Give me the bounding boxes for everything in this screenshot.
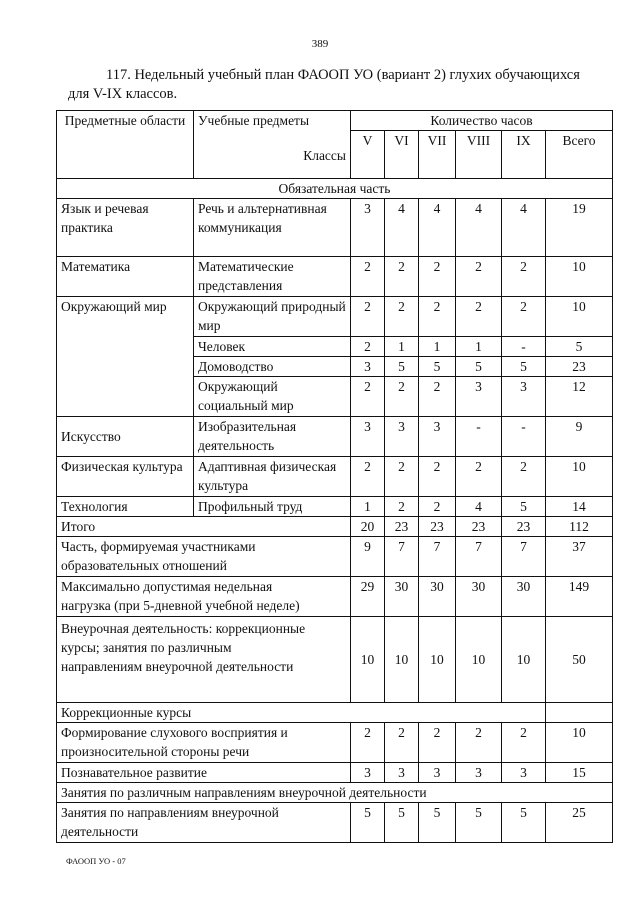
hours-cell: 5 [419,357,456,377]
total-cell: 10 [546,723,613,763]
header-hours: Количество часов [351,111,613,131]
hours-cell: 2 [385,257,419,297]
hours-cell: 2 [502,257,546,297]
total-cell: 37 [546,537,613,577]
subject-cell: Человек [194,337,351,357]
hours-cell: 23 [502,517,546,537]
hours-cell: 9 [351,537,385,577]
hours-cell: 3 [385,763,419,783]
hours-cell: 29 [351,577,385,617]
total-cell: 10 [546,457,613,497]
section-row [57,179,613,199]
row-label: Максимально допустимая недельная нагрузка (при 5-дневной учебной неделе) [57,577,351,617]
hours-cell: 2 [502,297,546,337]
title-line-2: для V-IX классов. [68,86,178,102]
hours-cell: 10 [351,617,385,703]
hours-cell: 4 [502,199,546,257]
header-subjects-label: Учебные предметы [198,113,310,128]
hours-cell: 2 [419,297,456,337]
hours-cell: 5 [351,803,385,843]
hours-cell: 2 [351,337,385,357]
section-mandatory: Обязательная часть [57,179,613,199]
document-title [68,66,608,104]
table-row [57,517,613,537]
subject-cell: Домоводство [194,357,351,377]
total-cell: 12 [546,377,613,417]
row-label: Познавательное развитие [57,763,351,783]
hours-cell: 5 [419,803,456,843]
grade-header: VI [385,131,419,179]
hours-cell: 3 [502,377,546,417]
hours-cell: 23 [419,517,456,537]
hours-cell: 7 [385,537,419,577]
subject-cell: Речь и альтернативная коммуникация [194,199,351,257]
hours-cell: 3 [502,763,546,783]
hours-cell: 2 [385,377,419,417]
hours-cell: 5 [502,357,546,377]
table-row [57,803,613,843]
hours-cell: - [502,417,546,457]
row-label: Формирование слухового восприятия и произносительной стороны речи [57,723,351,763]
hours-cell: 3 [419,763,456,783]
area-cell: Математика [57,257,194,297]
hours-cell: 2 [385,497,419,517]
table-row [57,763,613,783]
total-cell: 112 [546,517,613,537]
hours-cell: 4 [456,497,502,517]
header-areas: Предметные области [57,111,194,179]
hours-cell: 1 [385,337,419,357]
table-row [57,617,613,703]
hours-cell: 3 [351,417,385,457]
hours-cell: 30 [385,577,419,617]
hours-cell: 2 [419,457,456,497]
hours-cell: 10 [419,617,456,703]
hours-cell: - [456,417,502,457]
hours-cell: 4 [456,199,502,257]
hours-cell: 5 [385,357,419,377]
hours-cell: 2 [351,377,385,417]
total-cell: 10 [546,257,613,297]
page-number: 389 [311,38,329,50]
subject-cell: Окружающий социальный мир [194,377,351,417]
hours-cell: 5 [502,803,546,843]
subject-cell: Адаптивная физическая культура [194,457,351,497]
hours-cell: 4 [419,199,456,257]
grade-header: V [351,131,385,179]
hours-cell: 10 [456,617,502,703]
section-row [57,703,613,723]
section-extracurricular: Занятия по различным направлениям внеурочной деятельности [57,783,613,803]
hours-cell: 2 [385,297,419,337]
hours-cell: 3 [456,377,502,417]
area-cell: Язык и речевая практика [57,199,194,257]
grade-header: VII [419,131,456,179]
area-cell: Технология [57,497,194,517]
hours-cell: 3 [351,357,385,377]
total-cell: 15 [546,763,613,783]
total-cell: 5 [546,337,613,357]
hours-cell: 2 [456,297,502,337]
hours-cell: 30 [456,577,502,617]
total-cell: 50 [546,617,613,703]
row-label: Внеурочная деятельность: коррекционные курсы; занятия по различным направлениям внеурочной деятельности [57,617,351,703]
hours-cell: 2 [456,723,502,763]
grade-header: IX [502,131,546,179]
grade-header: VIII [456,131,502,179]
subject-cell: Профильный труд [194,497,351,517]
hours-cell: 2 [419,377,456,417]
hours-cell: 2 [502,723,546,763]
title-line-1: 117. Недельный учебный план ФАООП УО (вариант 2) глухих обучающихся [106,67,580,83]
grade-header: Всего [546,131,613,179]
total-cell: 14 [546,497,613,517]
hours-cell: 30 [502,577,546,617]
hours-cell: 5 [456,803,502,843]
total-cell: 9 [546,417,613,457]
hours-cell: 10 [502,617,546,703]
table-row [57,577,613,617]
hours-cell: 7 [502,537,546,577]
subject-cell: Окружающий природный мир [194,297,351,337]
total-cell: 19 [546,199,613,257]
total-cell: 10 [546,297,613,337]
hours-cell: 1 [419,337,456,357]
hours-cell: 2 [385,457,419,497]
hours-cell: 2 [351,297,385,337]
hours-cell: 2 [456,457,502,497]
table-row [57,297,613,337]
hours-cell: 2 [351,723,385,763]
hours-cell: 3 [456,763,502,783]
total-cell: 23 [546,357,613,377]
hours-cell: 2 [351,257,385,297]
area-cell: Искусство [57,417,194,457]
table-row [57,497,613,517]
hours-cell: 2 [351,457,385,497]
table-row [57,257,613,297]
footer-code: ФАООП УО - 07 [66,856,126,866]
hours-cell: 3 [351,763,385,783]
header-classes-label: Классы [303,148,346,163]
area-cell: Физическая культура [57,457,194,497]
hours-cell: 7 [419,537,456,577]
hours-cell: 2 [385,723,419,763]
header-row-1 [57,111,613,131]
table-row [57,457,613,497]
hours-cell: 23 [456,517,502,537]
section-row [57,783,613,803]
empty-cell [546,703,613,723]
hours-cell: 3 [351,199,385,257]
hours-cell: 3 [419,417,456,457]
hours-cell: 1 [351,497,385,517]
table-row [57,723,613,763]
hours-cell: 2 [419,723,456,763]
hours-cell: 5 [502,497,546,517]
table-row [57,417,613,457]
header-subjects [194,111,351,179]
subject-cell: Математические представления [194,257,351,297]
hours-cell: 2 [419,497,456,517]
hours-cell: 7 [456,537,502,577]
table-row [57,537,613,577]
hours-cell: 5 [456,357,502,377]
section-correction: Коррекционные курсы [57,703,546,723]
hours-cell: 30 [419,577,456,617]
curriculum-table [56,110,613,843]
hours-cell: 5 [385,803,419,843]
total-cell: 25 [546,803,613,843]
total-cell: 149 [546,577,613,617]
hours-cell: - [502,337,546,357]
hours-cell: 10 [385,617,419,703]
row-label: Занятия по направлениям внеурочной деятельности [57,803,351,843]
hours-cell: 20 [351,517,385,537]
row-label: Часть, формируемая участниками образовательных отношений [57,537,351,577]
row-label: Итого [57,517,351,537]
hours-cell: 4 [385,199,419,257]
hours-cell: 2 [502,457,546,497]
hours-cell: 23 [385,517,419,537]
hours-cell: 2 [419,257,456,297]
hours-cell: 2 [456,257,502,297]
subject-cell: Изобразительная деятельность [194,417,351,457]
table-row [57,199,613,257]
area-cell: Окружающий мир [57,297,194,417]
hours-cell: 3 [385,417,419,457]
hours-cell: 1 [456,337,502,357]
